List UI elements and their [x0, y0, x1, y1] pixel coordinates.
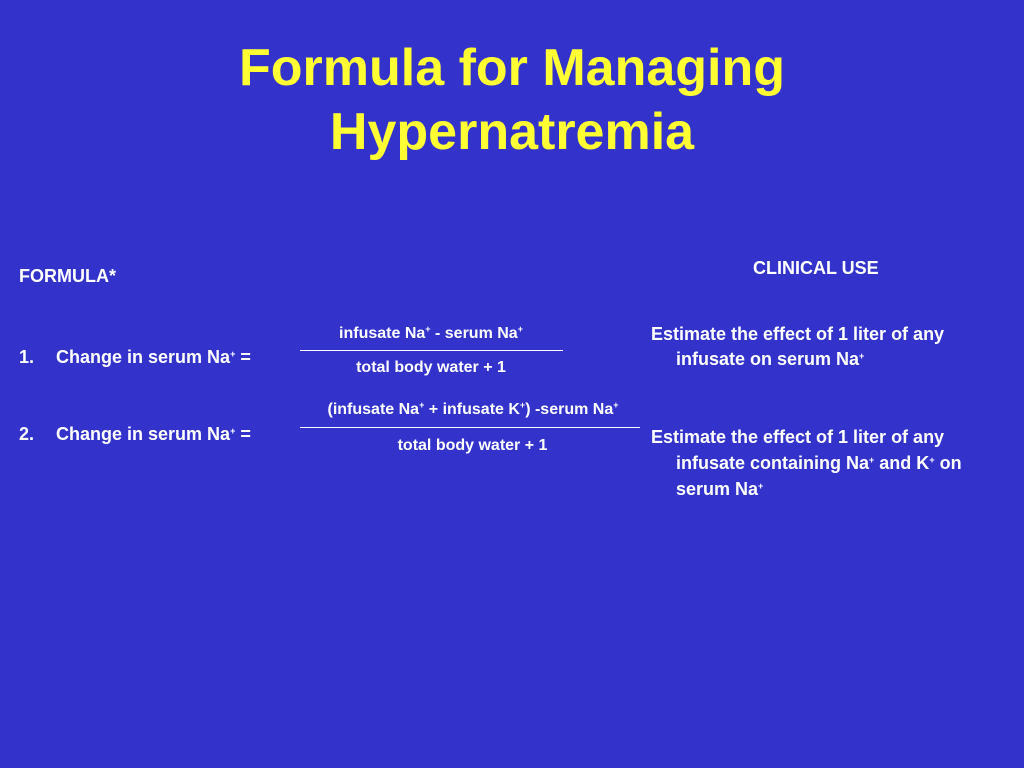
- formula-2-fraction-bar: [300, 427, 640, 428]
- formula-1-num-b: - serum Na: [430, 325, 518, 342]
- use-1-line-2-sup: +: [859, 351, 865, 361]
- title-line-2: Hypernatremia: [329, 103, 695, 161]
- use-2-line-1: Estimate the effect of 1 liter of any: [651, 427, 945, 447]
- formula-1-fraction-bar: [300, 350, 563, 351]
- formula-2-number: 2.: [19, 424, 35, 444]
- formula-2-denominator: total body water + 1: [397, 437, 548, 454]
- use-2-line-2-b-sup: +: [929, 455, 935, 465]
- formula-1-lhs: [19, 346, 251, 368]
- use-2-line-2-a: infusate containing Na: [676, 453, 870, 473]
- formula-2-lhs-sup: +: [230, 426, 236, 436]
- use-2-line-3: [676, 478, 763, 500]
- use-2-line-3-text: serum Na: [676, 479, 759, 499]
- formula-2-numerator: [288, 400, 658, 420]
- formula-1-numerator: [300, 324, 562, 344]
- formula-1-num-a: infusate Na: [339, 325, 426, 342]
- use-2-line-2: [676, 452, 962, 474]
- formula-1-num-b-sup: +: [517, 324, 523, 334]
- formula-2-equals: =: [235, 424, 251, 444]
- formula-1-lhs-sup: +: [230, 349, 236, 359]
- title-line-1: Formula for Managing: [239, 39, 785, 97]
- formula-1-number: 1.: [19, 347, 35, 367]
- formula-2-num-c-sup: +: [613, 400, 619, 410]
- use-1-line-2-text: infusate on serum Na: [676, 349, 860, 369]
- formula-heading: FORMULA*: [19, 266, 116, 286]
- formula-1-num-a-sup: +: [425, 324, 431, 334]
- use-2-line-3-sup: +: [758, 481, 764, 491]
- formula-2-num-c: ) -serum Na: [525, 401, 614, 418]
- use-2-line-2-b: and K: [874, 453, 930, 473]
- formula-2-num-b-sup: +: [519, 400, 526, 410]
- formula-2-num-a-sup: +: [419, 400, 425, 410]
- formula-1-equals: =: [235, 347, 251, 367]
- use-2-line-2-a-sup: +: [869, 455, 875, 465]
- slide-title: [0, 36, 1024, 164]
- formula-2-lhs-text: Change in serum Na: [56, 424, 231, 444]
- clinical-use-heading: CLINICAL USE: [753, 258, 879, 278]
- formula-2-num-b: + infusate K: [424, 401, 520, 418]
- use-2-line-2-c: on: [934, 453, 962, 473]
- formula-1-denominator: total body water + 1: [356, 359, 506, 376]
- formula-2-num-a: (infusate Na: [327, 401, 420, 418]
- formula-2-lhs: [19, 423, 251, 445]
- use-1-line-1: Estimate the effect of 1 liter of any: [651, 324, 945, 344]
- use-1-line-2: [676, 348, 864, 370]
- formula-1-lhs-text: Change in serum Na: [56, 347, 231, 367]
